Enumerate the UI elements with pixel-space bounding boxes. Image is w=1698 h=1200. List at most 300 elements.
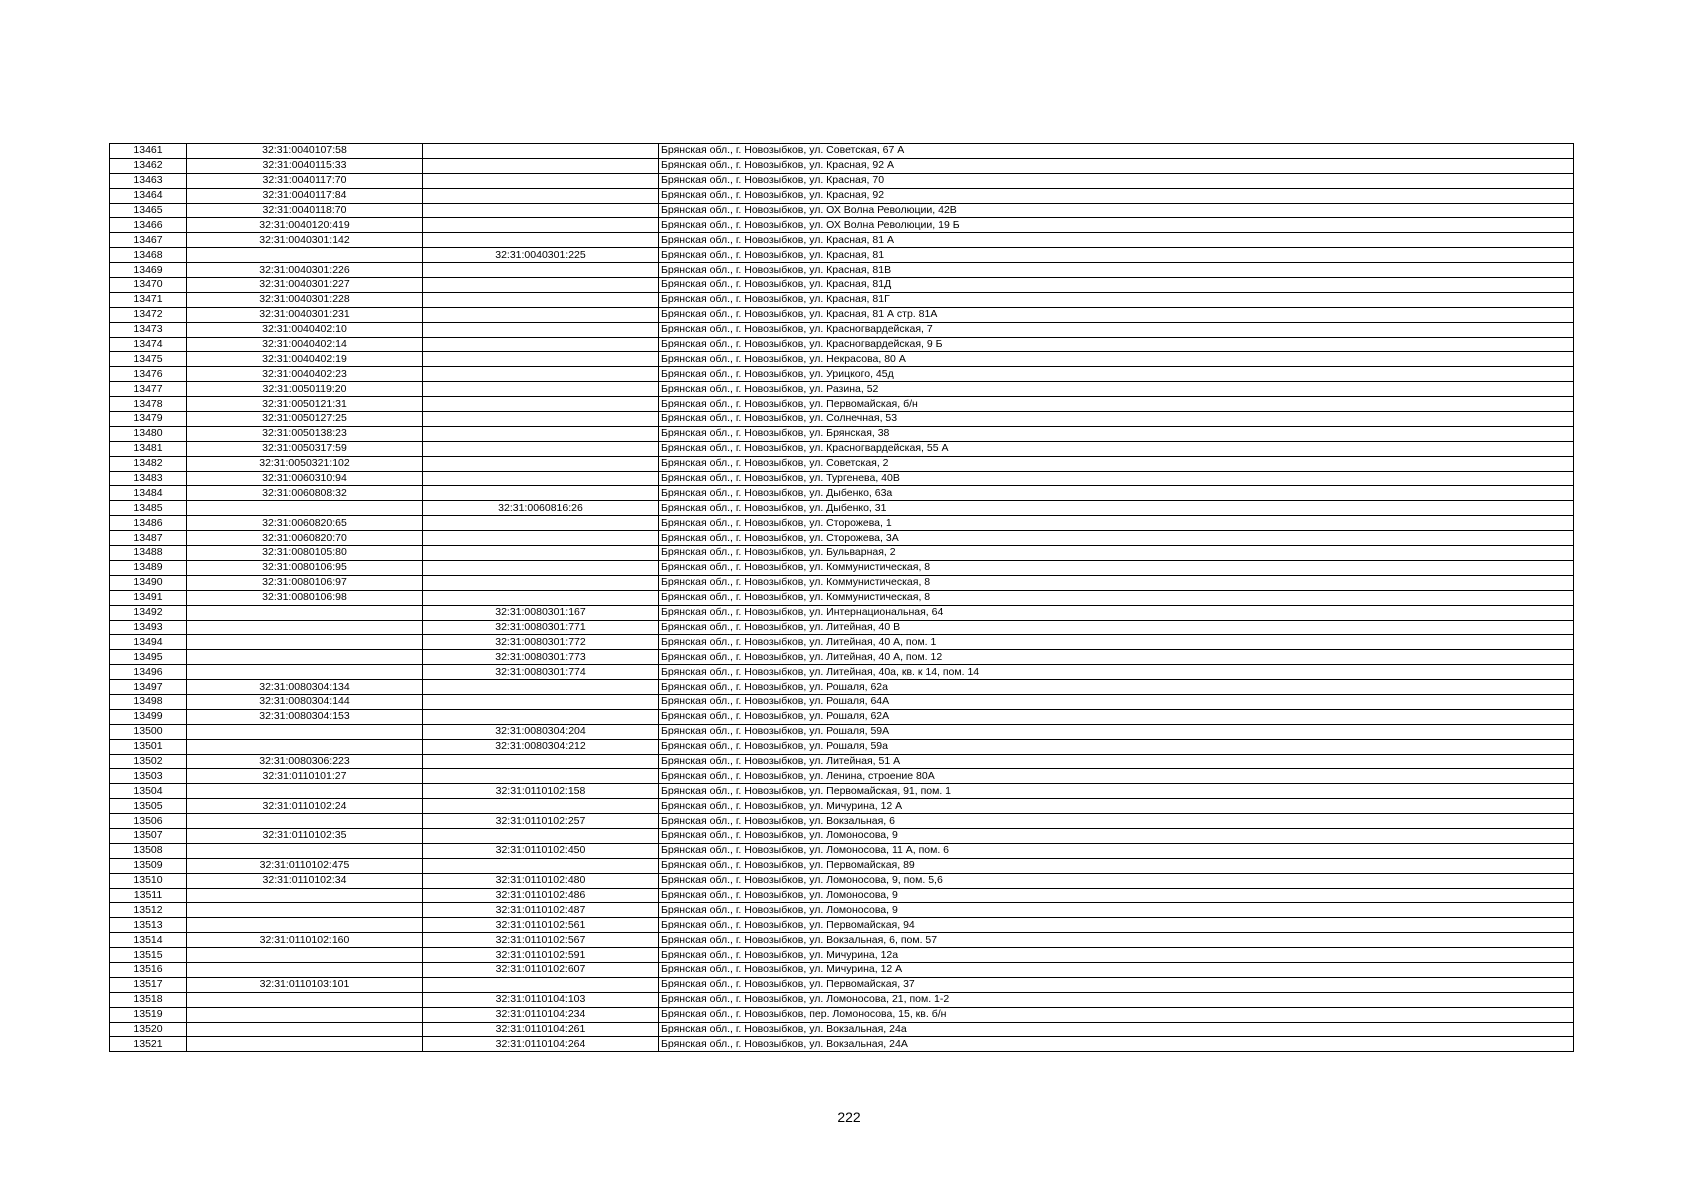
address-cell: Брянская обл., г. Новозыбков, ул. ОХ Волна Революции, 19 Б — [659, 218, 1574, 233]
row-number-cell: 13469 — [110, 263, 187, 278]
address-cell: Брянская обл., г. Новозыбков, ул. Литейная, 40а, кв. к 14, пом. 14 — [659, 665, 1574, 680]
address-cell: Брянская обл., г. Новозыбков, ул. Мичурина, 12 А — [659, 962, 1574, 977]
address-cell: Брянская обл., г. Новозыбков, ул. Литейная, 40 А, пом. 12 — [659, 650, 1574, 665]
building-cadastral-number-cell: 32:31:0080301:774 — [423, 665, 659, 680]
address-cell: Брянская обл., г. Новозыбков, ул. Солнечная, 53 — [659, 412, 1574, 427]
building-cadastral-number-cell: 32:31:0080301:772 — [423, 635, 659, 650]
land-cadastral-number-cell: 32:31:0080306:223 — [187, 754, 423, 769]
land-cadastral-number-cell — [187, 918, 423, 933]
table-row — [110, 531, 1574, 546]
land-cadastral-number-cell — [187, 650, 423, 665]
land-cadastral-number-cell — [187, 888, 423, 903]
land-cadastral-number-cell: 32:31:0110101:27 — [187, 769, 423, 784]
address-cell: Брянская обл., г. Новозыбков, ул. Мичурина, 12а — [659, 948, 1574, 963]
land-cadastral-number-cell: 32:31:0050119:20 — [187, 382, 423, 397]
building-cadastral-number-cell — [423, 263, 659, 278]
row-number-cell: 13507 — [110, 828, 187, 843]
table-row — [110, 322, 1574, 337]
address-cell: Брянская обл., г. Новозыбков, ул. Литейная, 40 В — [659, 620, 1574, 635]
land-cadastral-number-cell: 32:31:0040301:142 — [187, 233, 423, 248]
land-cadastral-number-cell: 32:31:0080106:98 — [187, 590, 423, 605]
row-number-cell: 13482 — [110, 456, 187, 471]
table-row — [110, 188, 1574, 203]
table-row — [110, 1037, 1574, 1052]
building-cadastral-number-cell — [423, 307, 659, 322]
address-cell: Брянская обл., г. Новозыбков, ул. Вокзальная, 6, пом. 57 — [659, 933, 1574, 948]
row-number-cell: 13480 — [110, 426, 187, 441]
building-cadastral-number-cell — [423, 709, 659, 724]
building-cadastral-number-cell — [423, 158, 659, 173]
building-cadastral-number-cell: 32:31:0110104:261 — [423, 1022, 659, 1037]
registry-table — [109, 143, 1574, 1052]
building-cadastral-number-cell: 32:31:0080304:204 — [423, 724, 659, 739]
land-cadastral-number-cell — [187, 620, 423, 635]
land-cadastral-number-cell — [187, 665, 423, 680]
building-cadastral-number-cell — [423, 516, 659, 531]
table-row — [110, 665, 1574, 680]
land-cadastral-number-cell — [187, 962, 423, 977]
address-cell: Брянская обл., г. Новозыбков, ул. Ломоносова, 9 — [659, 903, 1574, 918]
address-cell: Брянская обл., г. Новозыбков, ул. Советская, 67 А — [659, 144, 1574, 159]
building-cadastral-number-cell: 32:31:0110104:234 — [423, 1007, 659, 1022]
table-row — [110, 292, 1574, 307]
address-cell: Брянская обл., г. Новозыбков, ул. Красногвардейская, 55 А — [659, 441, 1574, 456]
land-cadastral-number-cell: 32:31:0040301:227 — [187, 278, 423, 293]
land-cadastral-number-cell — [187, 992, 423, 1007]
land-cadastral-number-cell — [187, 903, 423, 918]
building-cadastral-number-cell — [423, 694, 659, 709]
land-cadastral-number-cell: 32:31:0040117:70 — [187, 173, 423, 188]
building-cadastral-number-cell: 32:31:0110102:561 — [423, 918, 659, 933]
row-number-cell: 13509 — [110, 858, 187, 873]
row-number-cell: 13497 — [110, 680, 187, 695]
building-cadastral-number-cell — [423, 769, 659, 784]
table-row — [110, 948, 1574, 963]
building-cadastral-number-cell — [423, 575, 659, 590]
address-cell: Брянская обл., г. Новозыбков, ул. Коммунистическая, 8 — [659, 560, 1574, 575]
building-cadastral-number-cell: 32:31:0110102:486 — [423, 888, 659, 903]
building-cadastral-number-cell — [423, 233, 659, 248]
land-cadastral-number-cell: 32:31:0040301:228 — [187, 292, 423, 307]
page-number: 222 — [837, 1109, 861, 1125]
building-cadastral-number-cell: 32:31:0110102:591 — [423, 948, 659, 963]
address-cell: Брянская обл., г. Новозыбков, ул. Вокзальная, 24а — [659, 1022, 1574, 1037]
building-cadastral-number-cell: 32:31:0110102:487 — [423, 903, 659, 918]
row-number-cell: 13478 — [110, 397, 187, 412]
land-cadastral-number-cell — [187, 724, 423, 739]
table-row — [110, 799, 1574, 814]
address-cell: Брянская обл., г. Новозыбков, ул. Литейная, 40 А, пом. 1 — [659, 635, 1574, 650]
address-cell: Брянская обл., г. Новозыбков, ул. Красная, 70 — [659, 173, 1574, 188]
table-row — [110, 769, 1574, 784]
address-cell: Брянская обл., г. Новозыбков, ул. Ленина, строение 80А — [659, 769, 1574, 784]
building-cadastral-number-cell — [423, 203, 659, 218]
land-cadastral-number-cell: 32:31:0110102:475 — [187, 858, 423, 873]
table-row — [110, 382, 1574, 397]
table-row — [110, 709, 1574, 724]
table-row — [110, 739, 1574, 754]
land-cadastral-number-cell — [187, 814, 423, 829]
building-cadastral-number-cell — [423, 367, 659, 382]
row-number-cell: 13472 — [110, 307, 187, 322]
table-row — [110, 828, 1574, 843]
row-number-cell: 13474 — [110, 337, 187, 352]
table-row — [110, 516, 1574, 531]
row-number-cell: 13473 — [110, 322, 187, 337]
row-number-cell: 13514 — [110, 933, 187, 948]
land-cadastral-number-cell: 32:31:0110102:34 — [187, 873, 423, 888]
address-cell: Брянская обл., г. Новозыбков, ул. Рошаля, 62а — [659, 680, 1574, 695]
address-cell: Брянская обл., г. Новозыбков, ул. Сторожева, 1 — [659, 516, 1574, 531]
table-row — [110, 412, 1574, 427]
table-row — [110, 218, 1574, 233]
land-cadastral-number-cell — [187, 843, 423, 858]
building-cadastral-number-cell — [423, 188, 659, 203]
land-cadastral-number-cell: 32:31:0050317:59 — [187, 441, 423, 456]
table-row — [110, 233, 1574, 248]
address-cell: Брянская обл., г. Новозыбков, ул. Тургенева, 40В — [659, 471, 1574, 486]
row-number-cell: 13496 — [110, 665, 187, 680]
land-cadastral-number-cell: 32:31:0080106:95 — [187, 560, 423, 575]
land-cadastral-number-cell: 32:31:0040120:419 — [187, 218, 423, 233]
row-number-cell: 13492 — [110, 605, 187, 620]
building-cadastral-number-cell — [423, 426, 659, 441]
address-cell: Брянская обл., г. Новозыбков, ул. Красногвардейская, 7 — [659, 322, 1574, 337]
address-cell: Брянская обл., г. Новозыбков, ул. Ломоносова, 9 — [659, 888, 1574, 903]
row-number-cell: 13467 — [110, 233, 187, 248]
row-number-cell: 13493 — [110, 620, 187, 635]
land-cadastral-number-cell: 32:31:0040117:84 — [187, 188, 423, 203]
address-cell: Брянская обл., г. Новозыбков, ул. Первомайская, б/н — [659, 397, 1574, 412]
row-number-cell: 13481 — [110, 441, 187, 456]
table-row — [110, 1022, 1574, 1037]
row-number-cell: 13471 — [110, 292, 187, 307]
row-number-cell: 13521 — [110, 1037, 187, 1052]
land-cadastral-number-cell: 32:31:0060820:70 — [187, 531, 423, 546]
building-cadastral-number-cell — [423, 456, 659, 471]
row-number-cell: 13518 — [110, 992, 187, 1007]
land-cadastral-number-cell: 32:31:0050127:25 — [187, 412, 423, 427]
building-cadastral-number-cell: 32:31:0040301:225 — [423, 248, 659, 263]
address-cell: Брянская обл., г. Новозыбков, ул. Ломоносова, 9, пом. 5,6 — [659, 873, 1574, 888]
table-row — [110, 724, 1574, 739]
address-cell: Брянская обл., г. Новозыбков, ул. Красная, 92 А — [659, 158, 1574, 173]
building-cadastral-number-cell — [423, 590, 659, 605]
address-cell: Брянская обл., г. Новозыбков, ул. Красная, 92 — [659, 188, 1574, 203]
building-cadastral-number-cell — [423, 412, 659, 427]
row-number-cell: 13487 — [110, 531, 187, 546]
table-row — [110, 903, 1574, 918]
building-cadastral-number-cell: 32:31:0060816:26 — [423, 501, 659, 516]
building-cadastral-number-cell: 32:31:0080304:212 — [423, 739, 659, 754]
table-row — [110, 605, 1574, 620]
land-cadastral-number-cell: 32:31:0040118:70 — [187, 203, 423, 218]
table-row — [110, 426, 1574, 441]
row-number-cell: 13479 — [110, 412, 187, 427]
table-row — [110, 307, 1574, 322]
row-number-cell: 13488 — [110, 546, 187, 561]
table-row — [110, 635, 1574, 650]
table-row — [110, 173, 1574, 188]
building-cadastral-number-cell — [423, 441, 659, 456]
table-row — [110, 352, 1574, 367]
table-row — [110, 992, 1574, 1007]
building-cadastral-number-cell: 32:31:0110104:264 — [423, 1037, 659, 1052]
row-number-cell: 13499 — [110, 709, 187, 724]
row-number-cell: 13476 — [110, 367, 187, 382]
row-number-cell: 13486 — [110, 516, 187, 531]
building-cadastral-number-cell: 32:31:0110102:480 — [423, 873, 659, 888]
row-number-cell: 13470 — [110, 278, 187, 293]
address-cell: Брянская обл., г. Новозыбков, ул. Рошаля, 62А — [659, 709, 1574, 724]
row-number-cell: 13501 — [110, 739, 187, 754]
table-row — [110, 650, 1574, 665]
address-cell: Брянская обл., г. Новозыбков, ул. Вокзальная, 6 — [659, 814, 1574, 829]
land-cadastral-number-cell: 32:31:0050321:102 — [187, 456, 423, 471]
land-cadastral-number-cell: 32:31:0060808:32 — [187, 486, 423, 501]
row-number-cell: 13464 — [110, 188, 187, 203]
table-row — [110, 441, 1574, 456]
land-cadastral-number-cell: 32:31:0040402:23 — [187, 367, 423, 382]
address-cell: Брянская обл., г. Новозыбков, ул. Мичурина, 12 А — [659, 799, 1574, 814]
building-cadastral-number-cell — [423, 546, 659, 561]
table-row — [110, 397, 1574, 412]
row-number-cell: 13489 — [110, 560, 187, 575]
row-number-cell: 13500 — [110, 724, 187, 739]
row-number-cell: 13510 — [110, 873, 187, 888]
land-cadastral-number-cell: 32:31:0110102:24 — [187, 799, 423, 814]
land-cadastral-number-cell: 32:31:0110103:101 — [187, 977, 423, 992]
building-cadastral-number-cell: 32:31:0080301:167 — [423, 605, 659, 620]
address-cell: Брянская обл., г. Новозыбков, ул. Первомайская, 89 — [659, 858, 1574, 873]
row-number-cell: 13505 — [110, 799, 187, 814]
row-number-cell: 13504 — [110, 784, 187, 799]
table-row — [110, 456, 1574, 471]
land-cadastral-number-cell: 32:31:0080304:134 — [187, 680, 423, 695]
table-row — [110, 977, 1574, 992]
row-number-cell: 13495 — [110, 650, 187, 665]
building-cadastral-number-cell — [423, 560, 659, 575]
address-cell: Брянская обл., г. Новозыбков, ул. Ломоносова, 9 — [659, 828, 1574, 843]
address-cell: Брянская обл., г. Новозыбков, ул. Советская, 2 — [659, 456, 1574, 471]
row-number-cell: 13502 — [110, 754, 187, 769]
address-cell: Брянская обл., г. Новозыбков, ул. Красная, 81В — [659, 263, 1574, 278]
row-number-cell: 13463 — [110, 173, 187, 188]
address-cell: Брянская обл., г. Новозыбков, ул. Красная, 81Г — [659, 292, 1574, 307]
land-cadastral-number-cell: 32:31:0060820:65 — [187, 516, 423, 531]
row-number-cell: 13520 — [110, 1022, 187, 1037]
address-cell: Брянская обл., г. Новозыбков, ул. Красногвардейская, 9 Б — [659, 337, 1574, 352]
building-cadastral-number-cell — [423, 828, 659, 843]
table-row — [110, 694, 1574, 709]
address-cell: Брянская обл., г. Новозыбков, ул. Первомайская, 94 — [659, 918, 1574, 933]
land-cadastral-number-cell: 32:31:0080304:144 — [187, 694, 423, 709]
building-cadastral-number-cell — [423, 382, 659, 397]
table-row — [110, 858, 1574, 873]
row-number-cell: 13465 — [110, 203, 187, 218]
land-cadastral-number-cell — [187, 501, 423, 516]
address-cell: Брянская обл., г. Новозыбков, ул. Некрасова, 80 А — [659, 352, 1574, 367]
address-cell: Брянская обл., г. Новозыбков, ул. Брянская, 38 — [659, 426, 1574, 441]
land-cadastral-number-cell: 32:31:0050121:31 — [187, 397, 423, 412]
land-cadastral-number-cell: 32:31:0040402:19 — [187, 352, 423, 367]
land-cadastral-number-cell — [187, 1022, 423, 1037]
address-cell: Брянская обл., г. Новозыбков, пер. Ломоносова, 15, кв. б/н — [659, 1007, 1574, 1022]
land-cadastral-number-cell — [187, 1037, 423, 1052]
land-cadastral-number-cell: 32:31:0110102:160 — [187, 933, 423, 948]
row-number-cell: 13461 — [110, 144, 187, 159]
table-row — [110, 278, 1574, 293]
row-number-cell: 13484 — [110, 486, 187, 501]
building-cadastral-number-cell — [423, 754, 659, 769]
address-cell: Брянская обл., г. Новозыбков, ул. Вокзальная, 24А — [659, 1037, 1574, 1052]
table-row — [110, 486, 1574, 501]
building-cadastral-number-cell: 32:31:0110102:257 — [423, 814, 659, 829]
land-cadastral-number-cell: 32:31:0110102:35 — [187, 828, 423, 843]
row-number-cell: 13511 — [110, 888, 187, 903]
row-number-cell: 13517 — [110, 977, 187, 992]
land-cadastral-number-cell — [187, 948, 423, 963]
land-cadastral-number-cell — [187, 605, 423, 620]
row-number-cell: 13519 — [110, 1007, 187, 1022]
table-row — [110, 158, 1574, 173]
address-cell: Брянская обл., г. Новозыбков, ул. Бульварная, 2 — [659, 546, 1574, 561]
row-number-cell: 13490 — [110, 575, 187, 590]
building-cadastral-number-cell — [423, 858, 659, 873]
table-row — [110, 471, 1574, 486]
building-cadastral-number-cell: 32:31:0110102:450 — [423, 843, 659, 858]
address-cell: Брянская обл., г. Новозыбков, ул. Дыбенко, 31 — [659, 501, 1574, 516]
address-cell: Брянская обл., г. Новозыбков, ул. Коммунистическая, 8 — [659, 575, 1574, 590]
address-cell: Брянская обл., г. Новозыбков, ул. ОХ Волна Революции, 42В — [659, 203, 1574, 218]
table-row — [110, 1007, 1574, 1022]
address-cell: Брянская обл., г. Новозыбков, ул. Красная, 81 А стр. 81А — [659, 307, 1574, 322]
table-row — [110, 546, 1574, 561]
land-cadastral-number-cell — [187, 784, 423, 799]
address-cell: Брянская обл., г. Новозыбков, ул. Сторожева, 3А — [659, 531, 1574, 546]
table-row — [110, 590, 1574, 605]
building-cadastral-number-cell — [423, 322, 659, 337]
row-number-cell: 13498 — [110, 694, 187, 709]
row-number-cell: 13494 — [110, 635, 187, 650]
table-row — [110, 263, 1574, 278]
table-row — [110, 918, 1574, 933]
building-cadastral-number-cell — [423, 799, 659, 814]
land-cadastral-number-cell — [187, 635, 423, 650]
row-number-cell: 13475 — [110, 352, 187, 367]
land-cadastral-number-cell: 32:31:0060310:94 — [187, 471, 423, 486]
row-number-cell: 13512 — [110, 903, 187, 918]
land-cadastral-number-cell: 32:31:0080106:97 — [187, 575, 423, 590]
address-cell: Брянская обл., г. Новозыбков, ул. Красная, 81 А — [659, 233, 1574, 248]
table-row — [110, 575, 1574, 590]
row-number-cell: 13506 — [110, 814, 187, 829]
land-cadastral-number-cell: 32:31:0080105:80 — [187, 546, 423, 561]
building-cadastral-number-cell — [423, 531, 659, 546]
building-cadastral-number-cell: 32:31:0110102:567 — [423, 933, 659, 948]
land-cadastral-number-cell: 32:31:0040301:231 — [187, 307, 423, 322]
table-row — [110, 620, 1574, 635]
table-row — [110, 144, 1574, 159]
address-cell: Брянская обл., г. Новозыбков, ул. Рошаля, 64А — [659, 694, 1574, 709]
table-row — [110, 680, 1574, 695]
building-cadastral-number-cell — [423, 218, 659, 233]
row-number-cell: 13462 — [110, 158, 187, 173]
land-cadastral-number-cell: 32:31:0040402:10 — [187, 322, 423, 337]
building-cadastral-number-cell: 32:31:0080301:773 — [423, 650, 659, 665]
table-row — [110, 873, 1574, 888]
building-cadastral-number-cell: 32:31:0110102:158 — [423, 784, 659, 799]
land-cadastral-number-cell — [187, 739, 423, 754]
address-cell: Брянская обл., г. Новозыбков, ул. Интернациональная, 64 — [659, 605, 1574, 620]
building-cadastral-number-cell — [423, 173, 659, 188]
address-cell: Брянская обл., г. Новозыбков, ул. Ломоносова, 21, пом. 1-2 — [659, 992, 1574, 1007]
building-cadastral-number-cell — [423, 337, 659, 352]
address-cell: Брянская обл., г. Новозыбков, ул. Рошаля, 59А — [659, 724, 1574, 739]
table-row — [110, 203, 1574, 218]
land-cadastral-number-cell: 32:31:0040107:58 — [187, 144, 423, 159]
table-row — [110, 888, 1574, 903]
row-number-cell: 13477 — [110, 382, 187, 397]
building-cadastral-number-cell: 32:31:0080301:771 — [423, 620, 659, 635]
building-cadastral-number-cell — [423, 471, 659, 486]
table-row — [110, 337, 1574, 352]
row-number-cell: 13513 — [110, 918, 187, 933]
row-number-cell: 13468 — [110, 248, 187, 263]
building-cadastral-number-cell — [423, 977, 659, 992]
table-row — [110, 814, 1574, 829]
table-row — [110, 784, 1574, 799]
address-cell: Брянская обл., г. Новозыбков, ул. Первомайская, 37 — [659, 977, 1574, 992]
registry-table-body — [110, 144, 1574, 1052]
land-cadastral-number-cell: 32:31:0040115:33 — [187, 158, 423, 173]
land-cadastral-number-cell: 32:31:0040402:14 — [187, 337, 423, 352]
row-number-cell: 13483 — [110, 471, 187, 486]
address-cell: Брянская обл., г. Новозыбков, ул. Дыбенко, 63а — [659, 486, 1574, 501]
address-cell: Брянская обл., г. Новозыбков, ул. Первомайская, 91, пом. 1 — [659, 784, 1574, 799]
address-cell: Брянская обл., г. Новозыбков, ул. Литейная, 51 А — [659, 754, 1574, 769]
table-row — [110, 962, 1574, 977]
building-cadastral-number-cell — [423, 680, 659, 695]
building-cadastral-number-cell: 32:31:0110104:103 — [423, 992, 659, 1007]
row-number-cell: 13516 — [110, 962, 187, 977]
table-row — [110, 501, 1574, 516]
building-cadastral-number-cell — [423, 352, 659, 367]
land-cadastral-number-cell: 32:31:0080304:153 — [187, 709, 423, 724]
building-cadastral-number-cell — [423, 278, 659, 293]
address-cell: Брянская обл., г. Новозыбков, ул. Урицкого, 45д — [659, 367, 1574, 382]
row-number-cell: 13515 — [110, 948, 187, 963]
land-cadastral-number-cell: 32:31:0050138:23 — [187, 426, 423, 441]
address-cell: Брянская обл., г. Новозыбков, ул. Рошаля, 59а — [659, 739, 1574, 754]
table-row — [110, 560, 1574, 575]
land-cadastral-number-cell — [187, 1007, 423, 1022]
table-row — [110, 933, 1574, 948]
land-cadastral-number-cell — [187, 248, 423, 263]
building-cadastral-number-cell — [423, 292, 659, 307]
table-row — [110, 843, 1574, 858]
address-cell: Брянская обл., г. Новозыбков, ул. Разина, 52 — [659, 382, 1574, 397]
address-cell: Брянская обл., г. Новозыбков, ул. Красная, 81Д — [659, 278, 1574, 293]
row-number-cell: 13503 — [110, 769, 187, 784]
table-row — [110, 367, 1574, 382]
table-row — [110, 754, 1574, 769]
row-number-cell: 13491 — [110, 590, 187, 605]
row-number-cell: 13466 — [110, 218, 187, 233]
building-cadastral-number-cell — [423, 144, 659, 159]
row-number-cell: 13508 — [110, 843, 187, 858]
building-cadastral-number-cell — [423, 397, 659, 412]
